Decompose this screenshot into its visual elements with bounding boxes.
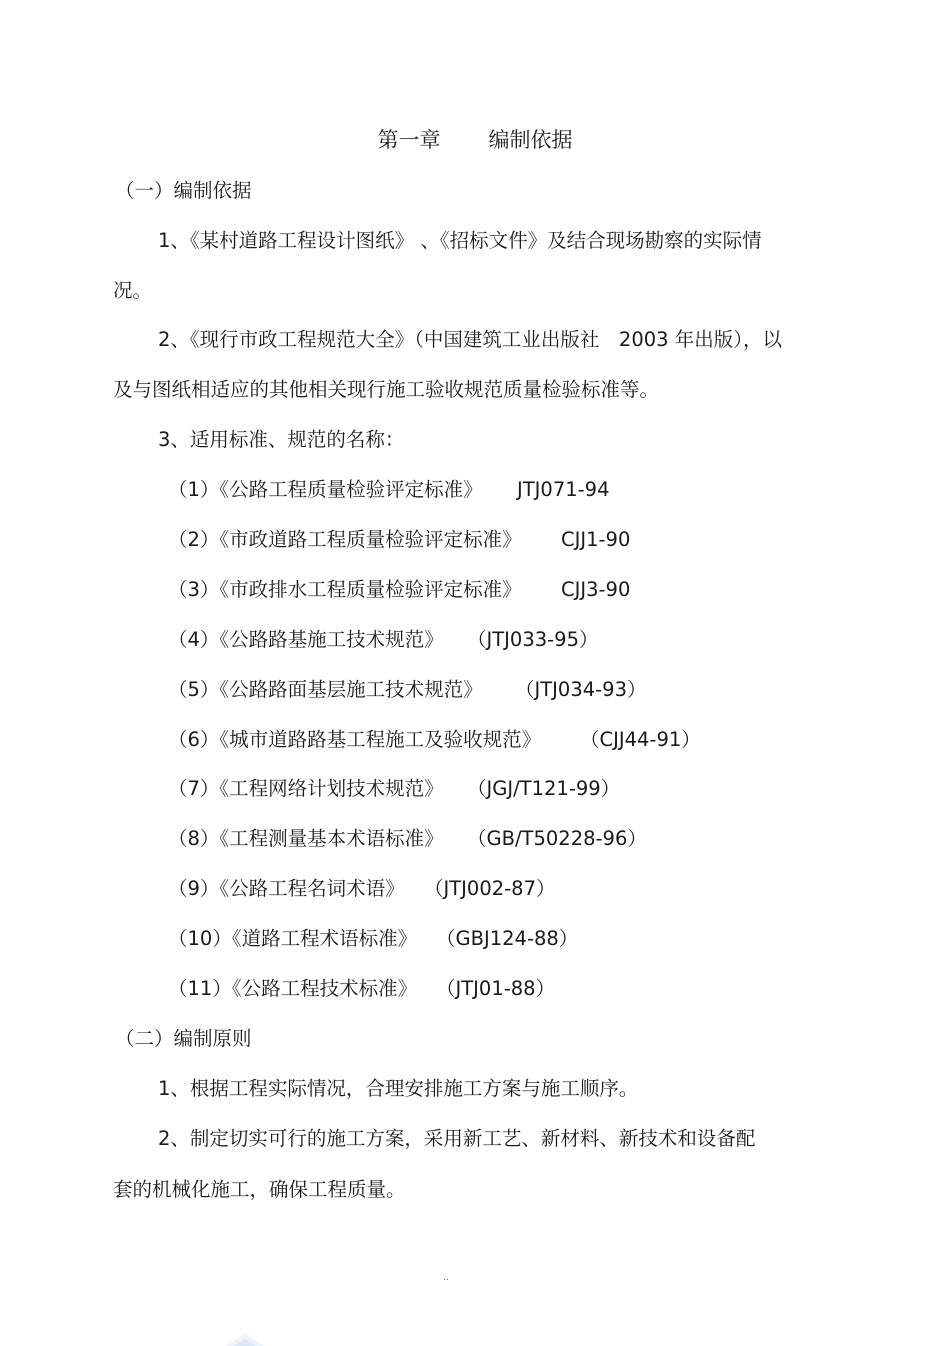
chapter-number: 第一章 — [377, 128, 441, 152]
standard-title: （5）《公路路面基层施工技术规范》 — [168, 677, 483, 701]
standard-code: JTJ071-94 — [517, 478, 610, 501]
standard-title: （8）《工程测量基本术语标准》 — [168, 827, 444, 851]
standard-code: （JGJ/T121-99） — [467, 777, 621, 801]
section-heading-basis: （一）编制依据 — [115, 179, 252, 202]
standard-code: CJJ1-90 — [561, 527, 631, 551]
principle-1: 1、根据工程实际情况，合理安排施工方案与施工顺序。 — [158, 1077, 639, 1100]
chapter-title — [0, 126, 950, 154]
standard-code: （JTJ033-95） — [467, 627, 599, 651]
standard-code: （JTJ034-93） — [515, 677, 647, 701]
footer-mark: .. — [443, 1273, 449, 1283]
standard-code: （JTJ002-87） — [424, 877, 556, 901]
standard-code: （JTJ01-88） — [436, 977, 556, 1000]
standard-code: （GB/T50228-96） — [467, 827, 647, 851]
standard-title: （6）《城市道路路基工程施工及验收规范》 — [168, 727, 542, 751]
paragraph-1-line-1: 1、《某村道路工程设计图纸》 、《招标文件》及结合现场勘察的实际情 — [158, 229, 762, 252]
standard-code: CJJ3-90 — [561, 577, 631, 601]
standard-title: （1）《公路工程质量检验评定标准》 — [168, 478, 483, 501]
watermark-icon — [222, 1332, 268, 1346]
principle-2-line-1: 2、制定切实可行的施工方案，采用新工艺、新材料、新技术和设备配 — [158, 1127, 756, 1150]
standard-title: （7）《工程网络计划技术规范》 — [168, 777, 444, 801]
standard-title: （4）《公路路基施工技术规范》 — [168, 627, 444, 651]
standard-title: （9）《公路工程名词术语》 — [168, 877, 405, 901]
chapter-name: 编制依据 — [488, 128, 573, 152]
standard-title: （11）《公路工程技术标准》 — [168, 977, 418, 1000]
paragraph-3: 3、适用标准、规范的名称： — [158, 428, 405, 451]
standard-title: （3）《市政排水工程质量检验评定标准》 — [168, 577, 522, 601]
paragraph-2-line-1: 2、《现行市政工程规范大全》（中国建筑工业出版社 2003 年出版），以 — [158, 328, 782, 351]
standard-code: （GBJ124-88） — [436, 927, 579, 951]
standard-code: （CJJ44-91） — [580, 727, 701, 751]
standard-title: （10）《道路工程术语标准》 — [168, 927, 418, 951]
paragraph-2-line-2: 及与图纸相适应的其他相关现行施工验收规范质量检验标准等。 — [113, 378, 660, 401]
principle-2-line-2: 套的机械化施工，确保工程质量。 — [113, 1178, 406, 1201]
section-heading-principles: （二）编制原则 — [115, 1027, 252, 1050]
paragraph-1-line-2: 况。 — [113, 279, 153, 302]
standard-title: （2）《市政道路工程质量检验评定标准》 — [168, 527, 522, 551]
